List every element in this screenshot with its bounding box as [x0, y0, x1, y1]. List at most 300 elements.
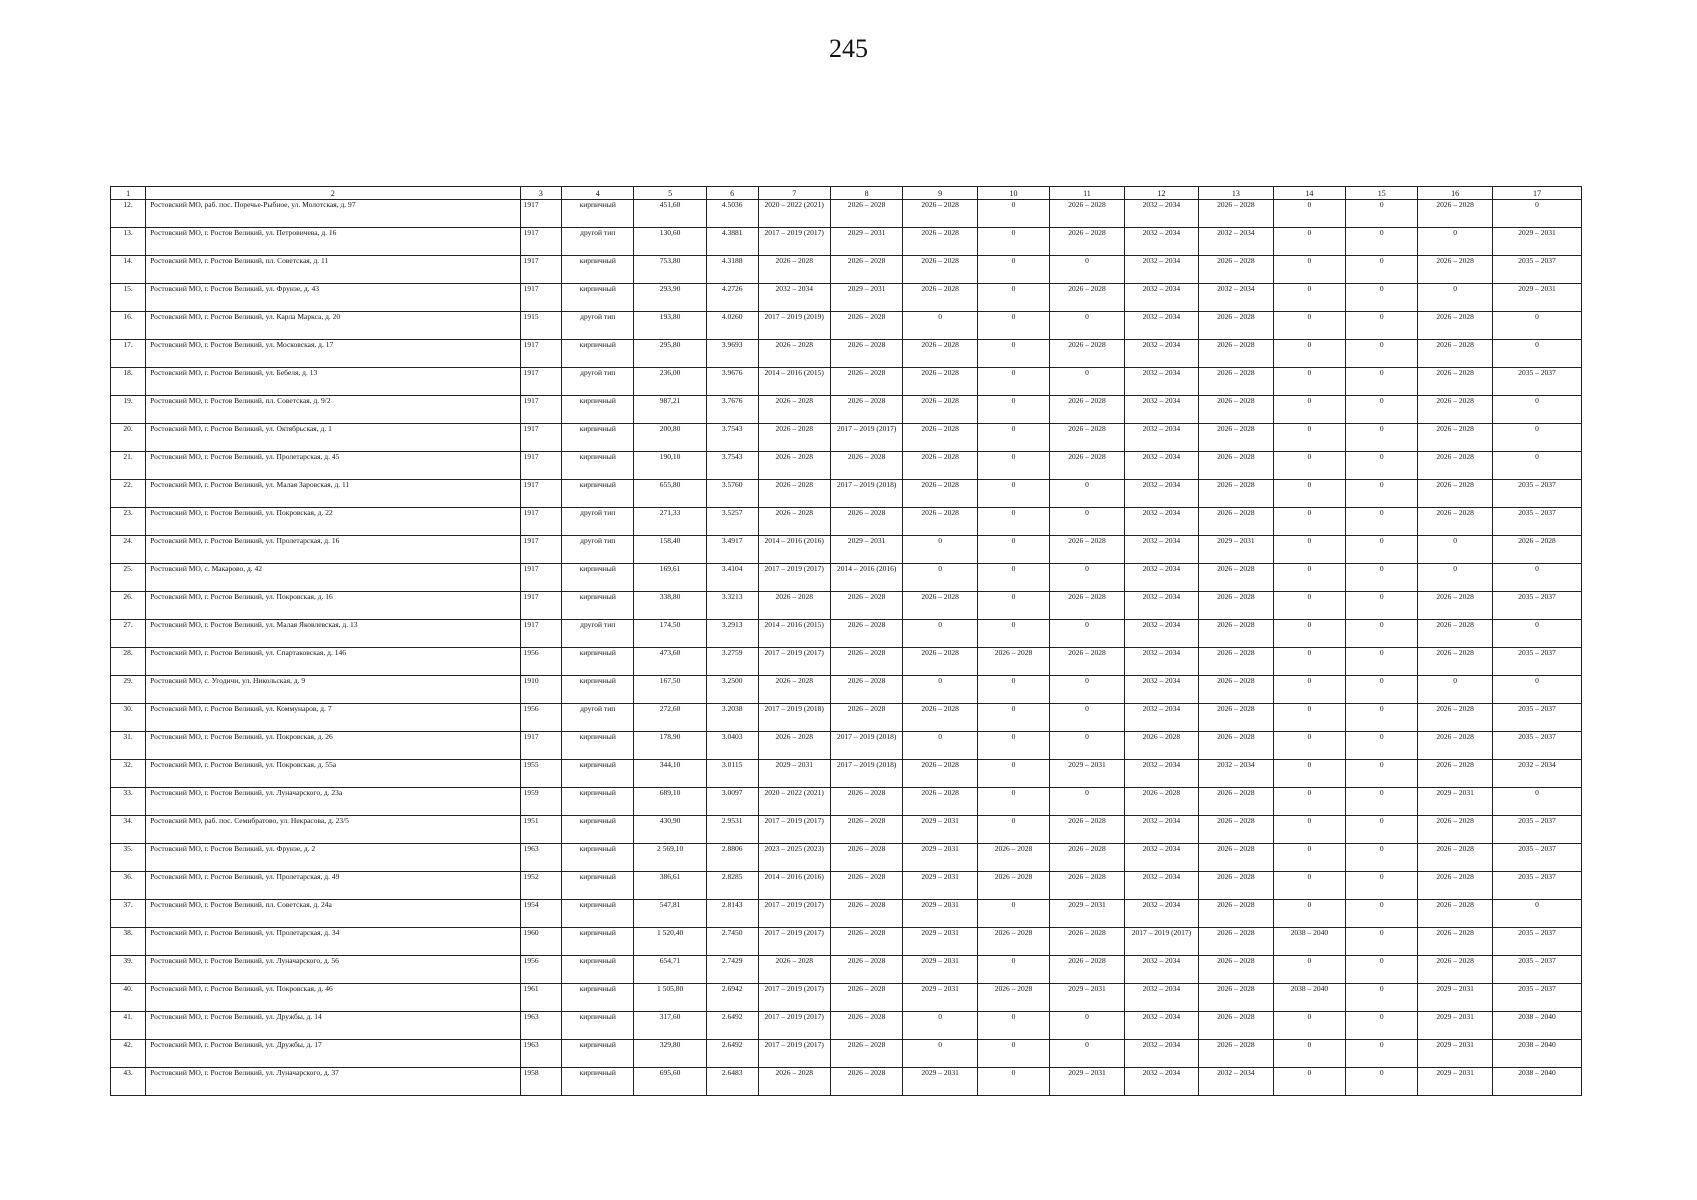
table-cell-col-10: 0	[977, 620, 1049, 648]
table-cell-col-13: 2026 – 2028	[1199, 788, 1273, 816]
column-header-14: 14	[1273, 187, 1345, 200]
table-cell-col-14: 0	[1273, 732, 1345, 760]
table-cell-col-11: 2026 – 2028	[1050, 340, 1124, 368]
table-cell-col-3: 1958	[520, 1068, 561, 1096]
table-cell-col-1: 43.	[111, 1068, 146, 1096]
table-cell-col-11: 0	[1050, 620, 1124, 648]
table-cell-col-7: 2026 – 2028	[758, 732, 830, 760]
column-header-15: 15	[1346, 187, 1418, 200]
table-cell-col-8: 2026 – 2028	[830, 1012, 902, 1040]
table-cell-col-17: 2035 – 2037	[1492, 592, 1581, 620]
table-cell-col-12: 2032 – 2034	[1124, 340, 1198, 368]
table-cell-col-4: кирпичный	[562, 452, 634, 480]
table-cell-col-5: 174,50	[634, 620, 706, 648]
table-cell-col-8: 2026 – 2028	[830, 676, 902, 704]
table-cell-col-17: 2035 – 2037	[1492, 816, 1581, 844]
table-cell-col-13: 2026 – 2028	[1199, 368, 1273, 396]
table-cell-col-2: Ростовский МО, г. Ростов Великий, ул. Московская, д. 17	[146, 340, 520, 368]
table-cell-col-10: 0	[977, 760, 1049, 788]
table-cell-col-11: 0	[1050, 480, 1124, 508]
table-cell-col-5: 753,80	[634, 256, 706, 284]
table-cell-col-11: 0	[1050, 256, 1124, 284]
table-cell-col-9: 2026 – 2028	[903, 452, 977, 480]
table-cell-col-12: 2032 – 2034	[1124, 984, 1198, 1012]
table-cell-col-17: 0	[1492, 900, 1581, 928]
table-cell-col-3: 1917	[520, 480, 561, 508]
table-cell-col-12: 2032 – 2034	[1124, 1040, 1198, 1068]
table-cell-col-17: 0	[1492, 564, 1581, 592]
table-cell-col-1: 19.	[111, 396, 146, 424]
table-cell-col-3: 1956	[520, 704, 561, 732]
table-cell-col-14: 0	[1273, 480, 1345, 508]
table-cell-col-8: 2029 – 2031	[830, 536, 902, 564]
table-cell-col-8: 2026 – 2028	[830, 200, 902, 228]
table-cell-col-9: 2026 – 2028	[903, 256, 977, 284]
table-cell-col-6: 3.5257	[706, 508, 758, 536]
table-cell-col-17: 0	[1492, 788, 1581, 816]
table-cell-col-8: 2026 – 2028	[830, 1040, 902, 1068]
table-cell-col-14: 0	[1273, 424, 1345, 452]
table-row	[111, 928, 1582, 956]
table-cell-col-10: 0	[977, 424, 1049, 452]
table-cell-col-2: Ростовский МО, г. Ростов Великий, пл. Советская, д. 9/2	[146, 396, 520, 424]
table-cell-col-10: 0	[977, 1040, 1049, 1068]
table-cell-col-17: 2035 – 2037	[1492, 368, 1581, 396]
table-cell-col-14: 0	[1273, 312, 1345, 340]
table-cell-col-11: 2026 – 2028	[1050, 228, 1124, 256]
table-cell-col-17: 0	[1492, 312, 1581, 340]
table-cell-col-10: 0	[977, 900, 1049, 928]
table-cell-col-8: 2026 – 2028	[830, 312, 902, 340]
column-header-6: 6	[706, 187, 758, 200]
table-cell-col-2: Ростовский МО, с. Макарово, д. 42	[146, 564, 520, 592]
table-cell-col-3: 1917	[520, 732, 561, 760]
table-cell-col-16: 2029 – 2031	[1418, 1012, 1492, 1040]
table-cell-col-3: 1917	[520, 200, 561, 228]
table-cell-col-14: 0	[1273, 760, 1345, 788]
table-cell-col-6: 3.7543	[706, 452, 758, 480]
table-cell-col-8: 2026 – 2028	[830, 844, 902, 872]
table-cell-col-3: 1951	[520, 816, 561, 844]
table-cell-col-16: 2026 – 2028	[1418, 424, 1492, 452]
table-cell-col-3: 1917	[520, 340, 561, 368]
table-cell-col-15: 0	[1346, 480, 1418, 508]
table-cell-col-2: Ростовский МО, г. Ростов Великий, пл. Советская, д. 11	[146, 256, 520, 284]
table-cell-col-7: 2026 – 2028	[758, 480, 830, 508]
table-cell-col-11: 0	[1050, 704, 1124, 732]
table-cell-col-16: 2026 – 2028	[1418, 200, 1492, 228]
table-cell-col-2: Ростовский МО, г. Ростов Великий, ул. Малая Яковлевская, д. 13	[146, 620, 520, 648]
table-cell-col-16: 2029 – 2031	[1418, 1068, 1492, 1096]
table-cell-col-6: 3.0403	[706, 732, 758, 760]
table-cell-col-12: 2032 – 2034	[1124, 648, 1198, 676]
table-cell-col-5: 430,90	[634, 816, 706, 844]
table-cell-col-3: 1961	[520, 984, 561, 1012]
table-cell-col-1: 24.	[111, 536, 146, 564]
table-cell-col-7: 2026 – 2028	[758, 424, 830, 452]
table-cell-col-9: 2026 – 2028	[903, 592, 977, 620]
table-cell-col-1: 27.	[111, 620, 146, 648]
table-cell-col-14: 0	[1273, 844, 1345, 872]
table-cell-col-8: 2026 – 2028	[830, 368, 902, 396]
table-cell-col-17: 2035 – 2037	[1492, 704, 1581, 732]
table-cell-col-1: 17.	[111, 340, 146, 368]
table-cell-col-3: 1917	[520, 396, 561, 424]
table-cell-col-12: 2032 – 2034	[1124, 312, 1198, 340]
table-cell-col-10: 0	[977, 704, 1049, 732]
table-cell-col-16: 2026 – 2028	[1418, 256, 1492, 284]
table-cell-col-3: 1952	[520, 872, 561, 900]
table-cell-col-5: 167,50	[634, 676, 706, 704]
table-cell-col-13: 2026 – 2028	[1199, 704, 1273, 732]
table-cell-col-10: 2026 – 2028	[977, 928, 1049, 956]
table-cell-col-3: 1915	[520, 312, 561, 340]
table-cell-col-15: 0	[1346, 228, 1418, 256]
table-cell-col-4: кирпичный	[562, 424, 634, 452]
column-header-1: 1	[111, 187, 146, 200]
table-cell-col-3: 1963	[520, 1012, 561, 1040]
table-cell-col-7: 2017 – 2019 (2017)	[758, 900, 830, 928]
table-cell-col-12: 2017 – 2019 (2017)	[1124, 928, 1198, 956]
table-cell-col-5: 689,10	[634, 788, 706, 816]
table-cell-col-6: 2.6492	[706, 1040, 758, 1068]
table-cell-col-2: Ростовский МО, г. Ростов Великий, ул. Петровичева, д. 16	[146, 228, 520, 256]
table-cell-col-4: другой тип	[562, 704, 634, 732]
table-cell-col-6: 2.7450	[706, 928, 758, 956]
table-cell-col-1: 36.	[111, 872, 146, 900]
table-cell-col-8: 2029 – 2031	[830, 284, 902, 312]
table-cell-col-4: другой тип	[562, 368, 634, 396]
table-row	[111, 284, 1582, 312]
column-header-13: 13	[1199, 187, 1273, 200]
table-cell-col-7: 2026 – 2028	[758, 396, 830, 424]
table-cell-col-14: 0	[1273, 284, 1345, 312]
table-cell-col-7: 2026 – 2028	[758, 256, 830, 284]
table-row	[111, 816, 1582, 844]
table-cell-col-10: 0	[977, 256, 1049, 284]
table-cell-col-13: 2026 – 2028	[1199, 396, 1273, 424]
table-cell-col-13: 2026 – 2028	[1199, 816, 1273, 844]
table-cell-col-1: 40.	[111, 984, 146, 1012]
table-cell-col-4: кирпичный	[562, 984, 634, 1012]
table-cell-col-6: 2.8143	[706, 900, 758, 928]
table-cell-col-6: 4.3188	[706, 256, 758, 284]
table-cell-col-15: 0	[1346, 1040, 1418, 1068]
table-row	[111, 704, 1582, 732]
table-cell-col-10: 0	[977, 564, 1049, 592]
table-cell-col-7: 2014 – 2016 (2016)	[758, 872, 830, 900]
table-cell-col-3: 1917	[520, 424, 561, 452]
table-cell-col-13: 2026 – 2028	[1199, 1012, 1273, 1040]
table-cell-col-12: 2032 – 2034	[1124, 564, 1198, 592]
table-cell-col-6: 2.6942	[706, 984, 758, 1012]
table-cell-col-16: 2026 – 2028	[1418, 816, 1492, 844]
table-cell-col-17: 2038 – 2040	[1492, 1040, 1581, 1068]
table-cell-col-17: 2035 – 2037	[1492, 648, 1581, 676]
table-cell-col-7: 2032 – 2034	[758, 284, 830, 312]
table-row	[111, 424, 1582, 452]
table-cell-col-12: 2032 – 2034	[1124, 900, 1198, 928]
table-cell-col-10: 0	[977, 452, 1049, 480]
table-cell-col-13: 2026 – 2028	[1199, 508, 1273, 536]
table-cell-col-14: 0	[1273, 1012, 1345, 1040]
table-cell-col-5: 344,10	[634, 760, 706, 788]
table-cell-col-1: 42.	[111, 1040, 146, 1068]
table-cell-col-2: Ростовский МО, г. Ростов Великий, ул. Пролетарская, д. 49	[146, 872, 520, 900]
table-cell-col-12: 2032 – 2034	[1124, 284, 1198, 312]
table-cell-col-3: 1917	[520, 592, 561, 620]
table-cell-col-13: 2026 – 2028	[1199, 984, 1273, 1012]
table-cell-col-1: 39.	[111, 956, 146, 984]
table-cell-col-11: 0	[1050, 1040, 1124, 1068]
table-cell-col-15: 0	[1346, 704, 1418, 732]
table-cell-col-1: 38.	[111, 928, 146, 956]
table-cell-col-8: 2026 – 2028	[830, 900, 902, 928]
table-cell-col-2: Ростовский МО, г. Ростов Великий, ул. Луначарского, д. 23а	[146, 788, 520, 816]
table-cell-col-15: 0	[1346, 1068, 1418, 1096]
table-cell-col-5: 1 505,80	[634, 984, 706, 1012]
table-cell-col-7: 2020 – 2022 (2021)	[758, 788, 830, 816]
table-cell-col-7: 2017 – 2019 (2019)	[758, 312, 830, 340]
table-row	[111, 564, 1582, 592]
table-cell-col-10: 0	[977, 340, 1049, 368]
table-cell-col-15: 0	[1346, 368, 1418, 396]
table-cell-col-6: 2.6483	[706, 1068, 758, 1096]
table-cell-col-16: 2029 – 2031	[1418, 788, 1492, 816]
table-cell-col-5: 130,60	[634, 228, 706, 256]
table-cell-col-4: другой тип	[562, 508, 634, 536]
table-cell-col-11: 2026 – 2028	[1050, 816, 1124, 844]
table-cell-col-11: 2026 – 2028	[1050, 592, 1124, 620]
table-cell-col-4: кирпичный	[562, 872, 634, 900]
table-cell-col-7: 2017 – 2019 (2017)	[758, 648, 830, 676]
table-cell-col-11: 0	[1050, 788, 1124, 816]
table-cell-col-1: 14.	[111, 256, 146, 284]
table-cell-col-15: 0	[1346, 452, 1418, 480]
table-cell-col-9: 2029 – 2031	[903, 872, 977, 900]
table-cell-col-4: кирпичный	[562, 1068, 634, 1096]
table-cell-col-14: 2038 – 2040	[1273, 928, 1345, 956]
header-row	[111, 187, 1582, 200]
table-cell-col-17: 0	[1492, 620, 1581, 648]
table-cell-col-16: 2029 – 2031	[1418, 1040, 1492, 1068]
table-cell-col-8: 2026 – 2028	[830, 620, 902, 648]
table-cell-col-6: 2.8806	[706, 844, 758, 872]
table-cell-col-4: кирпичный	[562, 480, 634, 508]
table-cell-col-2: Ростовский МО, г. Ростов Великий, пл. Советская, д. 24а	[146, 900, 520, 928]
table-cell-col-12: 2026 – 2028	[1124, 788, 1198, 816]
table-cell-col-14: 0	[1273, 956, 1345, 984]
table-row	[111, 872, 1582, 900]
table-cell-col-13: 2026 – 2028	[1199, 480, 1273, 508]
table-cell-col-5: 654,71	[634, 956, 706, 984]
table-cell-col-1: 16.	[111, 312, 146, 340]
table-cell-col-8: 2026 – 2028	[830, 788, 902, 816]
table-cell-col-1: 31.	[111, 732, 146, 760]
table-cell-col-2: Ростовский МО, раб. пос. Семибратово, ул. Некрасова, д. 23/5	[146, 816, 520, 844]
table-cell-col-17: 2035 – 2037	[1492, 928, 1581, 956]
table-cell-col-4: кирпичный	[562, 956, 634, 984]
table-cell-col-8: 2017 – 2019 (2018)	[830, 760, 902, 788]
table-cell-col-14: 0	[1273, 508, 1345, 536]
table-cell-col-12: 2032 – 2034	[1124, 424, 1198, 452]
table-cell-col-14: 2038 – 2040	[1273, 984, 1345, 1012]
table-cell-col-6: 2.6492	[706, 1012, 758, 1040]
table-cell-col-17: 2035 – 2037	[1492, 844, 1581, 872]
table-cell-col-16: 2026 – 2028	[1418, 732, 1492, 760]
table-cell-col-8: 2026 – 2028	[830, 1068, 902, 1096]
table-cell-col-1: 21.	[111, 452, 146, 480]
table-cell-col-3: 1960	[520, 928, 561, 956]
table-cell-col-1: 28.	[111, 648, 146, 676]
table-cell-col-8: 2026 – 2028	[830, 984, 902, 1012]
table-row	[111, 536, 1582, 564]
table-row	[111, 508, 1582, 536]
table-cell-col-12: 2032 – 2034	[1124, 1012, 1198, 1040]
table-cell-col-14: 0	[1273, 620, 1345, 648]
table-cell-col-8: 2026 – 2028	[830, 648, 902, 676]
table-cell-col-10: 0	[977, 788, 1049, 816]
table-cell-col-5: 2 569,10	[634, 844, 706, 872]
table-cell-col-10: 0	[977, 228, 1049, 256]
table-cell-col-9: 2026 – 2028	[903, 340, 977, 368]
table-cell-col-11: 0	[1050, 368, 1124, 396]
table-cell-col-3: 1959	[520, 788, 561, 816]
table-cell-col-6: 3.4917	[706, 536, 758, 564]
table-cell-col-9: 0	[903, 676, 977, 704]
table-cell-col-5: 272,60	[634, 704, 706, 732]
column-header-4: 4	[562, 187, 634, 200]
table-cell-col-9: 0	[903, 312, 977, 340]
table-cell-col-5: 193,80	[634, 312, 706, 340]
table-cell-col-12: 2032 – 2034	[1124, 396, 1198, 424]
table-row	[111, 956, 1582, 984]
table-cell-col-14: 0	[1273, 788, 1345, 816]
table-cell-col-9: 2026 – 2028	[903, 648, 977, 676]
table-cell-col-14: 0	[1273, 452, 1345, 480]
table-cell-col-5: 295,80	[634, 340, 706, 368]
table-cell-col-7: 2017 – 2019 (2017)	[758, 228, 830, 256]
table-cell-col-16: 0	[1418, 676, 1492, 704]
table-cell-col-12: 2032 – 2034	[1124, 956, 1198, 984]
table-cell-col-12: 2032 – 2034	[1124, 200, 1198, 228]
table-cell-col-13: 2026 – 2028	[1199, 256, 1273, 284]
table-cell-col-11: 0	[1050, 508, 1124, 536]
table-cell-col-12: 2032 – 2034	[1124, 760, 1198, 788]
table-cell-col-6: 3.3213	[706, 592, 758, 620]
table-cell-col-1: 15.	[111, 284, 146, 312]
table-cell-col-3: 1917	[520, 536, 561, 564]
table-cell-col-12: 2032 – 2034	[1124, 228, 1198, 256]
table-cell-col-2: Ростовский МО, раб. пос. Поречье-Рыбное, ул. Молотская, д. 97	[146, 200, 520, 228]
table-cell-col-8: 2017 – 2019 (2018)	[830, 732, 902, 760]
table-cell-col-16: 2026 – 2028	[1418, 620, 1492, 648]
table-cell-col-7: 2026 – 2028	[758, 956, 830, 984]
table-cell-col-6: 2.9531	[706, 816, 758, 844]
table-cell-col-1: 18.	[111, 368, 146, 396]
table-cell-col-16: 2026 – 2028	[1418, 760, 1492, 788]
column-header-12: 12	[1124, 187, 1198, 200]
table-cell-col-15: 0	[1346, 396, 1418, 424]
table-cell-col-2: Ростовский МО, г. Ростов Великий, ул. Дружбы, д. 14	[146, 1012, 520, 1040]
table-cell-col-2: Ростовский МО, г. Ростов Великий, ул. Покровская, д. 16	[146, 592, 520, 620]
table-cell-col-9: 2026 – 2028	[903, 228, 977, 256]
table-cell-col-16: 0	[1418, 228, 1492, 256]
table-cell-col-4: кирпичный	[562, 1012, 634, 1040]
table-cell-col-17: 0	[1492, 200, 1581, 228]
table-cell-col-16: 2026 – 2028	[1418, 872, 1492, 900]
table-cell-col-13: 2032 – 2034	[1199, 1068, 1273, 1096]
table-cell-col-2: Ростовский МО, г. Ростов Великий, ул. Дружбы, д. 17	[146, 1040, 520, 1068]
table-cell-col-4: кирпичный	[562, 200, 634, 228]
table-cell-col-11: 2026 – 2028	[1050, 648, 1124, 676]
table-cell-col-2: Ростовский МО, г. Ростов Великий, ул. Луначарского, д. 56	[146, 956, 520, 984]
table-cell-col-14: 0	[1273, 396, 1345, 424]
table-cell-col-7: 2017 – 2019 (2018)	[758, 704, 830, 732]
table-cell-col-3: 1956	[520, 956, 561, 984]
table-cell-col-16: 2026 – 2028	[1418, 508, 1492, 536]
table-cell-col-13: 2032 – 2034	[1199, 228, 1273, 256]
table-cell-col-14: 0	[1273, 1068, 1345, 1096]
table-cell-col-15: 0	[1346, 928, 1418, 956]
table-cell-col-2: Ростовский МО, г. Ростов Великий, ул. Октябрьская, д. 1	[146, 424, 520, 452]
table-cell-col-6: 3.2759	[706, 648, 758, 676]
table-cell-col-7: 2029 – 2031	[758, 760, 830, 788]
table-cell-col-4: другой тип	[562, 536, 634, 564]
table-cell-col-2: Ростовский МО, г. Ростов Великий, ул. Покровская, д. 46	[146, 984, 520, 1012]
table-cell-col-4: кирпичный	[562, 1040, 634, 1068]
table-cell-col-11: 2029 – 2031	[1050, 760, 1124, 788]
table-row	[111, 620, 1582, 648]
table-cell-col-5: 178,90	[634, 732, 706, 760]
table-cell-col-9: 2029 – 2031	[903, 816, 977, 844]
table-cell-col-17: 2038 – 2040	[1492, 1012, 1581, 1040]
table-cell-col-17: 2035 – 2037	[1492, 956, 1581, 984]
table-cell-col-17: 0	[1492, 452, 1581, 480]
table-cell-col-3: 1910	[520, 676, 561, 704]
table-row	[111, 1012, 1582, 1040]
table-cell-col-17: 2029 – 2031	[1492, 284, 1581, 312]
table-cell-col-5: 473,60	[634, 648, 706, 676]
table-cell-col-5: 236,00	[634, 368, 706, 396]
table-cell-col-12: 2026 – 2028	[1124, 732, 1198, 760]
table-cell-col-2: Ростовский МО, г. Ростов Великий, ул. Малая Заровская, д. 11	[146, 480, 520, 508]
table-cell-col-12: 2032 – 2034	[1124, 676, 1198, 704]
table-cell-col-14: 0	[1273, 256, 1345, 284]
table-cell-col-3: 1917	[520, 256, 561, 284]
table-cell-col-8: 2026 – 2028	[830, 396, 902, 424]
table-cell-col-17: 2026 – 2028	[1492, 536, 1581, 564]
table-cell-col-7: 2020 – 2022 (2021)	[758, 200, 830, 228]
table-cell-col-13: 2032 – 2034	[1199, 760, 1273, 788]
table-row	[111, 760, 1582, 788]
table-cell-col-9: 0	[903, 1012, 977, 1040]
table-cell-col-15: 0	[1346, 620, 1418, 648]
table-cell-col-8: 2026 – 2028	[830, 508, 902, 536]
table-cell-col-6: 3.7676	[706, 396, 758, 424]
housing-table	[110, 186, 1582, 1096]
table-cell-col-17: 2035 – 2037	[1492, 984, 1581, 1012]
table-cell-col-16: 2026 – 2028	[1418, 844, 1492, 872]
table-cell-col-12: 2032 – 2034	[1124, 620, 1198, 648]
table-cell-col-13: 2026 – 2028	[1199, 676, 1273, 704]
table-cell-col-4: кирпичный	[562, 396, 634, 424]
table-cell-col-9: 0	[903, 1040, 977, 1068]
table-cell-col-8: 2017 – 2019 (2018)	[830, 480, 902, 508]
table-cell-col-1: 25.	[111, 564, 146, 592]
table-cell-col-3: 1917	[520, 284, 561, 312]
table-cell-col-2: Ростовский МО, г. Ростов Великий, ул. Покровская, д. 26	[146, 732, 520, 760]
